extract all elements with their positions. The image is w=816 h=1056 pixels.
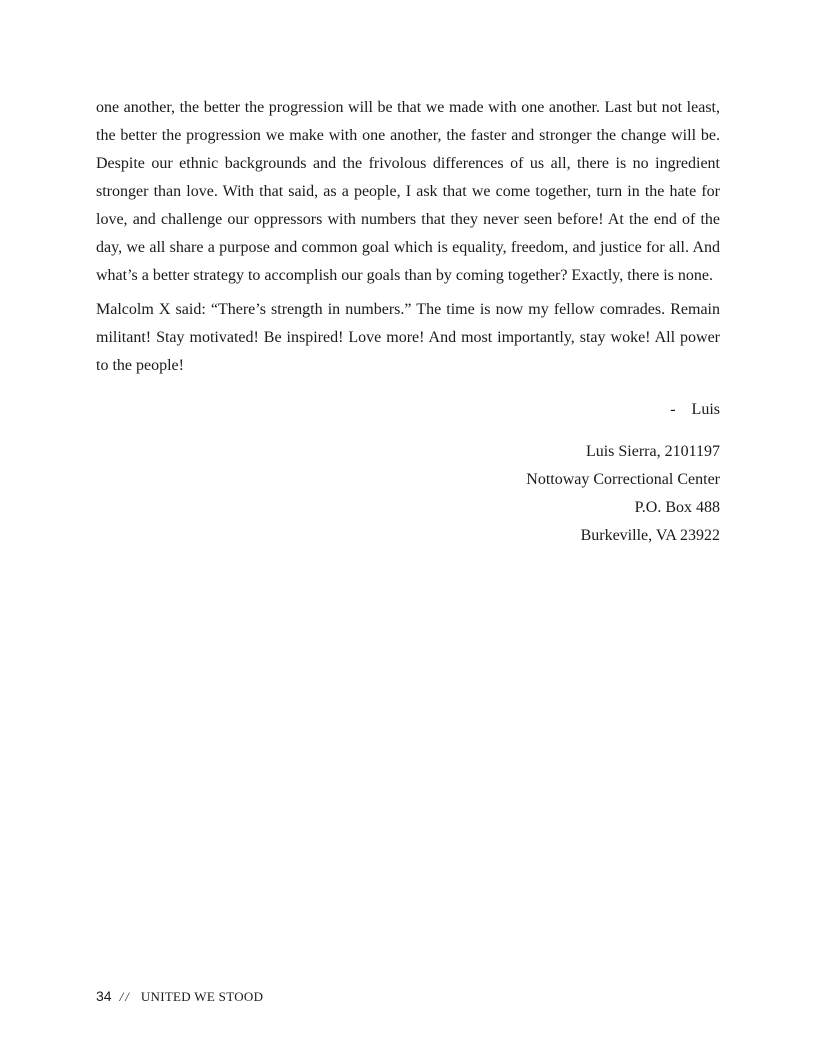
signoff: - Luis [670,401,720,418]
mailing-address [96,438,720,550]
letter-body [96,94,720,550]
page-number: 34 [96,988,112,1004]
paragraph-1: one another, the better the progression will be that we made with one another. Last but not least, the better the progression we make with one another, the faster and stronger the change will be. Despite our ethnic backgrounds and the frivolous differences of us all, there is no ingredient stronger than love. With that said, as a people, I ask that we come together, turn in the hate for love, and challenge our oppressors with numbers that they never seen before! At the end of the day, we all share a purpose and common goal which is equality, freedom, and justice for all. And what’s a better strategy to accomplish our goals than by coming together? Exactly, there is none. [96,99,720,284]
address-facility: Nottoway Correctional Center [526,471,720,488]
paragraph-2: Malcolm X said: “There’s strength in numbers.” The time is now my fellow comrades. Remain militant! Stay motivated! Be inspired! Love more! And most importantly, stay woke! All power to the people! [96,301,720,374]
address-name-line: Luis Sierra, 2101197 [585,443,720,460]
address-city-state-zip: Burkeville, VA 23922 [580,527,720,544]
publication-title: UNITED WE STOOD [140,989,264,1004]
page-footer [96,988,263,1005]
footer-separator: // [119,989,131,1004]
address-po-box: P.O. Box 488 [634,499,720,516]
